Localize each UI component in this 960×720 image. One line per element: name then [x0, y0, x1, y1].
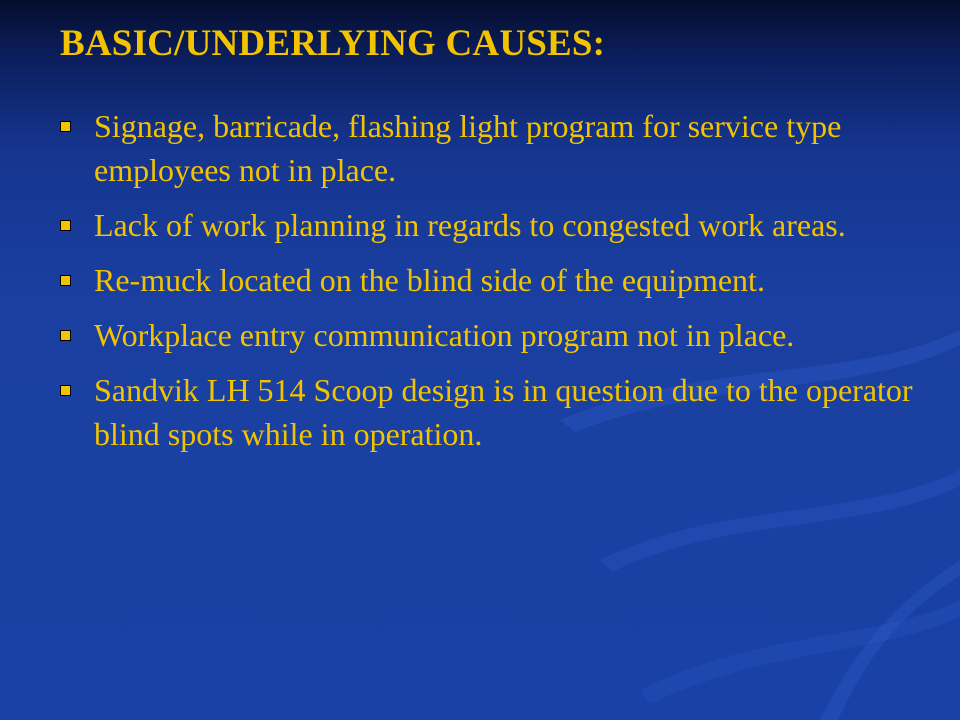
square-bullet-icon	[60, 385, 71, 396]
bullet-text: Signage, barricade, flashing light program for service type employees not in place.	[94, 108, 842, 188]
square-bullet-icon	[60, 275, 71, 286]
list-item	[60, 104, 920, 192]
list-item	[60, 313, 920, 357]
square-bullet-icon	[60, 220, 71, 231]
square-bullet-icon	[60, 121, 71, 132]
list-item	[60, 368, 920, 456]
bullet-text: Re-muck located on the blind side of the equipment.	[94, 262, 765, 298]
bullet-text: Sandvik LH 514 Scoop design is in question due to the operator blind spots while in operation.	[94, 372, 913, 452]
slide-title: BASIC/UNDERLYING CAUSES:	[60, 23, 606, 64]
bullet-list	[60, 104, 920, 467]
list-item	[60, 203, 920, 247]
list-item	[60, 258, 920, 302]
bullet-text: Lack of work planning in regards to congested work areas.	[94, 207, 846, 243]
square-bullet-icon	[60, 330, 71, 341]
bullet-text: Workplace entry communication program not in place.	[94, 317, 795, 353]
